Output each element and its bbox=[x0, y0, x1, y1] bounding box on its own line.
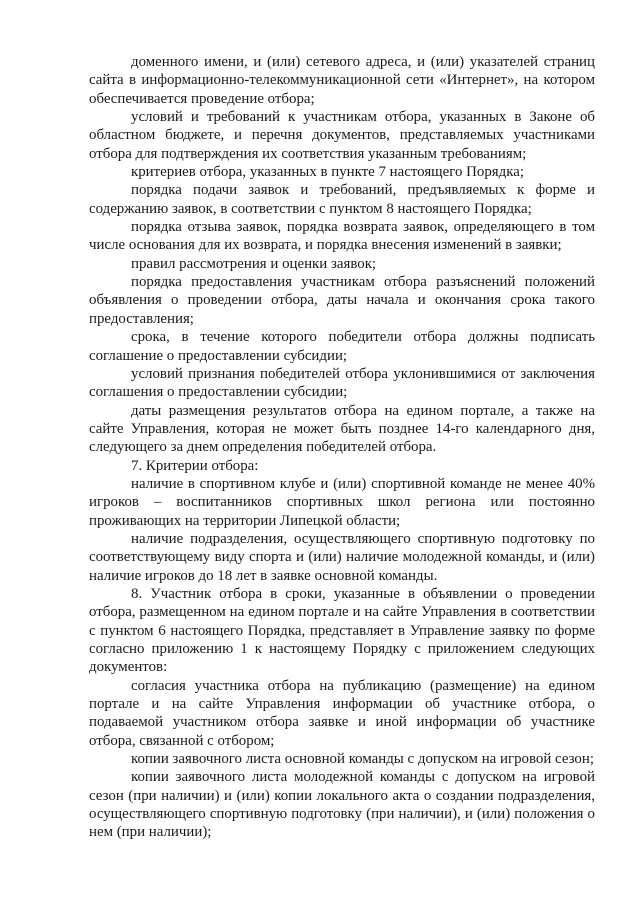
paragraph-review-rules: правил рассмотрения и оценки заявок; bbox=[131, 255, 377, 272]
document-body bbox=[89, 53, 595, 842]
paragraph-participant-requirements: условий и требований к участникам отбора, указанных в Законе об областном бюджете, и перечня документов, представляемых участниками отбора для подтверждения их соответствия указанным требованиям; bbox=[89, 109, 595, 162]
paragraph-youth-team-roster: копии заявочного листа молодежной команды с допуском на игровой сезон (при наличии) и (или) копии локального акта о создании подразделения, осуществляющего спортивную подготовку (при наличии), и (или) положения о нем (при наличии); bbox=[89, 769, 595, 841]
paragraph-selection-criteria-ref: критериев отбора, указанных в пункте 7 настоящего Порядка; bbox=[131, 164, 524, 181]
paragraph-domain-name: доменного имени, и (или) сетевого адреса, и (или) указателей страниц сайта в информационно-телекоммуникационной сети «Интернет», на котором обеспечивается проведение отбора; bbox=[89, 54, 595, 107]
paragraph-results-publication: даты размещения результатов отбора на едином портале, а также на сайте Управления, которая не может быть позднее 14-го календарного дня, следующего за днем определения победителей отбора. bbox=[89, 402, 595, 456]
paragraph-evasion-conditions: условий признания победителей отбора уклонившимися от заключения соглашения о предоставлении субсидии; bbox=[89, 365, 595, 401]
paragraph-section-8-application: 8. Участник отбора в сроки, указанные в объявлении о проведении отбора, размещенном на едином портале и на сайте Управления в соответствии с пунктом 6 настоящего Порядка, представляет в Управление заявку по форме согласно приложению 1 к настоящему Порядку с приложением следующих документов: bbox=[89, 585, 595, 676]
paragraph-publication-consent: согласия участника отбора на публикацию (размещение) на едином портале и на сайте Управления информации об участнике отбора, о подаваемой участником отбора заявке и иной информации об участнике отбора, связанной с отбором; bbox=[89, 677, 595, 749]
paragraph-clarifications: порядка предоставления участникам отбора разъяснений положений объявления о проведении отбора, даты начала и окончания срока такого предоставления; bbox=[89, 274, 595, 327]
section-heading-criteria: 7. Критерии отбора: bbox=[131, 457, 259, 474]
paragraph-application-withdrawal: порядка отзыва заявок, порядка возврата заявок, определяющего в том числе основания для их возврата, и порядка внесения изменений в заявки; bbox=[89, 219, 595, 254]
paragraph-signing-deadline: срока, в течение которого победители отбора должны подписать соглашение о предоставлении субсидии; bbox=[89, 329, 595, 364]
paragraph-application-submission: порядка подачи заявок и требований, предъявляемых к форме и содержанию заявок, в соответствии с пунктом 8 настоящего Порядка; bbox=[89, 182, 595, 217]
paragraph-criterion-subdivision: наличие подразделения, осуществляющего спортивную подготовку по соответствующему виду спорта и (или) наличие молодежной команды, и (или) наличие игроков до 18 лет в заявке основной команды. bbox=[89, 530, 595, 584]
paragraph-main-team-roster: копии заявочного листа основной команды с допуском на игровой сезон; bbox=[131, 751, 594, 768]
paragraph-criterion-players: наличие в спортивном клубе и (или) спортивной команде не менее 40% игроков – воспитанников спортивных школ региона или постоянно проживающих на территории Липецкой области; bbox=[89, 475, 595, 529]
